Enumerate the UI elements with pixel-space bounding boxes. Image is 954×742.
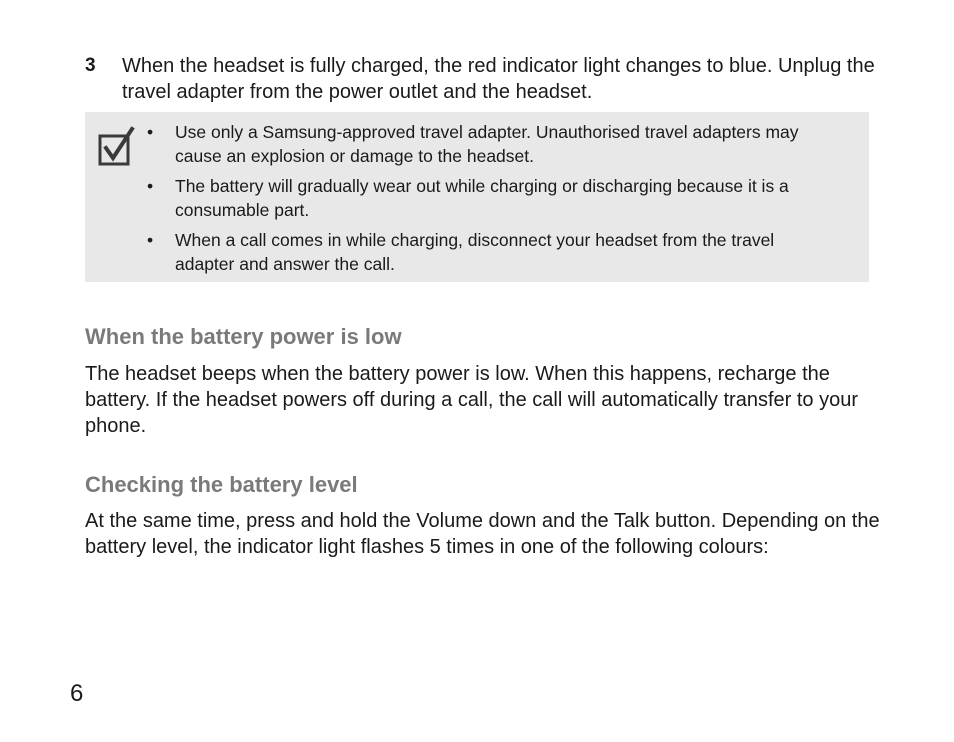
note-item-text: When a call comes in while charging, disconnect your headset from the travel adapter and answer the call.: [175, 230, 775, 274]
step-number: 3: [85, 55, 96, 76]
note-box: [85, 112, 869, 282]
note-item: [147, 174, 815, 222]
note-item-text: The battery will gradually wear out while charging or discharging because it is a consumable part.: [175, 176, 789, 220]
bullet: •: [147, 176, 154, 196]
checkbox-note-icon: [98, 126, 136, 168]
note-list: [147, 120, 815, 282]
paragraph-battery-level: At the same time, press and hold the Volume down and the Talk button. Depending on the battery level, the indicator light flashes 5 times in one of the following colours:: [85, 510, 880, 558]
bullet: •: [147, 230, 154, 250]
heading-battery-low: When the battery power is low: [85, 324, 402, 349]
note-item-text: Use only a Samsung-approved travel adapter. Unauthorised travel adapters may cause an explosion or damage to the headset.: [175, 122, 799, 166]
note-item: [147, 120, 815, 168]
note-item: [147, 228, 815, 276]
page-number: 6: [70, 680, 84, 707]
step-text: When the headset is fully charged, the red indicator light changes to blue. Unplug the travel adapter from the power outlet and the headset.: [122, 55, 875, 103]
heading-battery-level: Checking the battery level: [85, 472, 358, 497]
step-3: [85, 53, 875, 105]
paragraph-battery-low: The headset beeps when the battery power is low. When this happens, recharge the battery. If the headset powers off during a call, the call will automatically transfer to your phone.: [85, 363, 858, 437]
bullet: •: [147, 122, 154, 142]
